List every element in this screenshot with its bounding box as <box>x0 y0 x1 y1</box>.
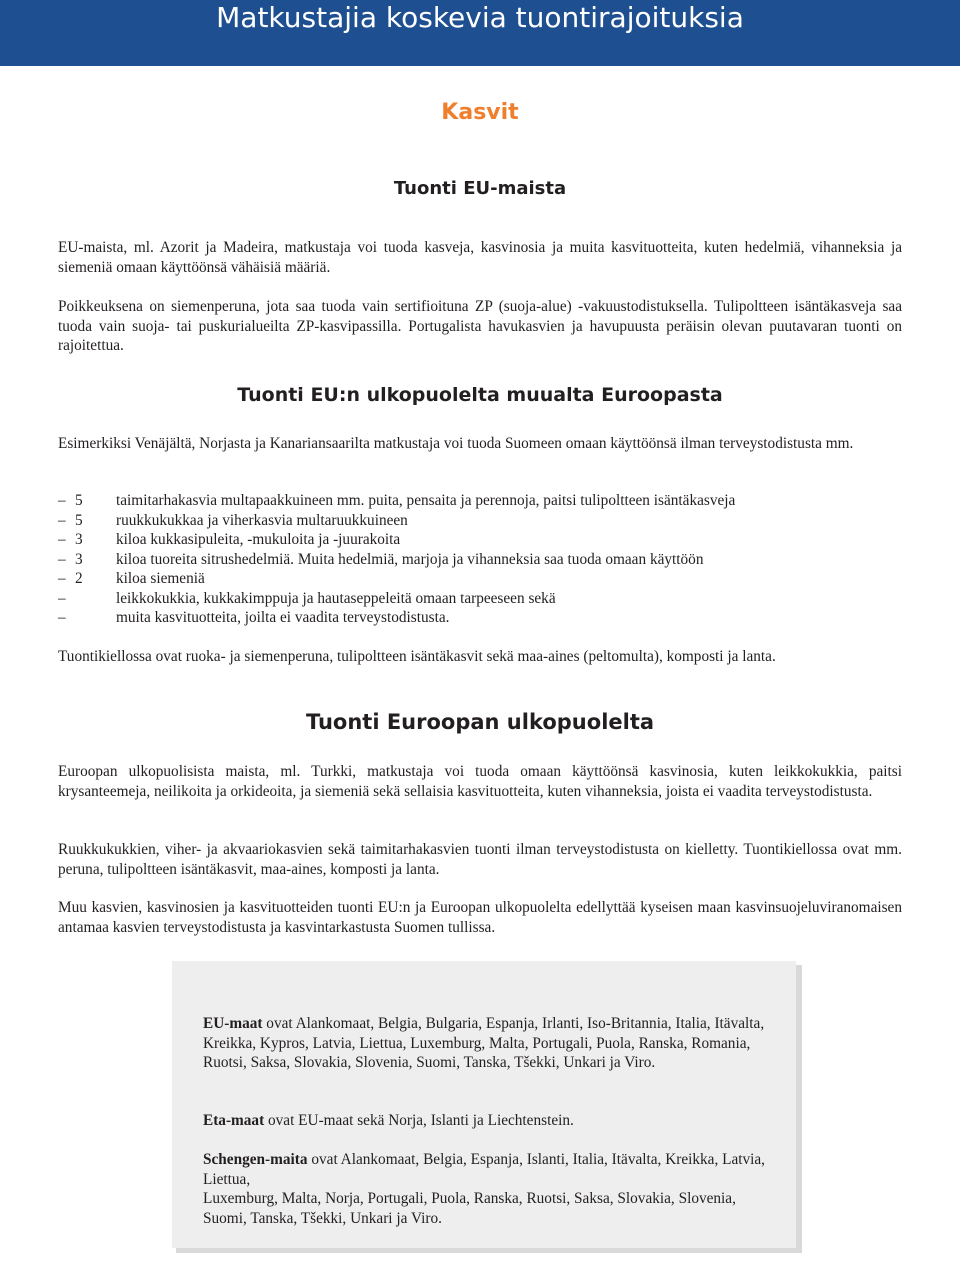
section-title-outside-europe: Tuonti Euroopan ulkopuolelta <box>305 710 655 734</box>
list-amount: 3 <box>75 550 83 568</box>
page-title: Matkustajia koskevia tuontirajoituksia <box>216 1 744 34</box>
list-item <box>58 530 908 550</box>
eu-import-paragraph-2: Poikkeuksena on siemenperuna, jota saa tuoda vain sertifioituna ZP (suoja-alue) -vakuustodistuksella. Tulipoltteen isäntäkasveja saa tuoda vain suoja- tai puskurialueilta ZP-kasvipassilla. Portugalista havukasvien ja havupuusta peräisin olevan puutavaran tuonti on rajoitettua. <box>58 298 902 354</box>
section-title-eu-import: Tuonti EU-maista <box>393 178 567 199</box>
info-schengen-text-1: ovat Alankomaat, Belgia, Espanja, Islanti, Italia, Itävalta, Kreikka, Latvia, Liettua, <box>203 1151 766 1188</box>
list-item <box>58 550 908 570</box>
non-eu-europe-intro: Esimerkiksi Venäjältä, Norjasta ja Kanariansaarilta matkustaja voi tuoda Suomeen omaan käyttöönsä ilman terveystodistusta mm. <box>58 435 854 452</box>
list-text: muita kasvituotteita, joilta ei vaadita terveystodistusta. <box>116 609 450 626</box>
list-dash: – <box>58 609 66 626</box>
header-bar <box>0 0 960 66</box>
info-eta-countries <box>203 1111 773 1131</box>
info-schengen-countries <box>203 1150 773 1228</box>
info-schengen-label: Schengen-maita <box>203 1151 308 1168</box>
info-eu-text: ovat Alankomaat, Belgia, Bulgaria, Espanja, Irlanti, Iso-Britannia, Italia, Itävalta, Kreikka, Kypros, Latvia, Liettua, Luxemburg, Malta, Portugali, Puola, Ranska, Romania, Ruotsi, Saksa, Slovakia, Slovenia, Suomi, Tanska, Tšekki, Unkari ja Viro. <box>203 1015 765 1071</box>
info-eu-countries <box>203 1014 773 1073</box>
list-text: taimitarhakasvia multapaakkuineen mm. puita, pensaita ja perennoja, paitsi tulipoltteen isäntäkasveja <box>116 492 736 509</box>
list-dash: – <box>58 511 66 529</box>
info-schengen-text-2: Luxemburg, Malta, Norja, Portugali, Puola, Ranska, Ruotsi, Saksa, Slovakia, Slovenia, Suomi, Tanska, Tšekki, Unkari ja Viro. <box>203 1190 736 1227</box>
list-amount: 5 <box>75 511 83 529</box>
outside-europe-paragraph-1: Euroopan ulkopuolisista maista, ml. Turkki, matkustaja voi tuoda omaan käyttöönsä kasvinosia, kuten leikkokukkia, paitsi krysanteemeja, neilikoita ja orkideoita, ja siemeniä sekä sellaisia kasvituotteita, kuten vihanneksia, joista ei vaadita terveystodistusta. <box>58 763 902 800</box>
list-item <box>58 511 908 531</box>
list-dash: – <box>58 589 66 607</box>
info-eu-label: EU-maat <box>203 1015 263 1032</box>
list-amount: 5 <box>75 492 83 509</box>
eu-import-paragraph-1: EU-maista, ml. Azorit ja Madeira, matkustaja voi tuoda kasveja, kasvinosia ja muita kasvituotteita, kuten hedelmiä, vihanneksia ja siemeniä omaan käyttöönsä vähäisiä määriä. <box>58 239 902 276</box>
list-amount: 2 <box>75 570 83 587</box>
info-eta-text: ovat EU-maat sekä Norja, Islanti ja Liechtenstein. <box>264 1112 574 1129</box>
list-text: leikkokukkia, kukkakimppuja ja hautaseppeleitä omaan tarpeeseen sekä <box>116 589 556 607</box>
list-item <box>58 491 908 511</box>
list-amount: 3 <box>75 531 83 548</box>
import-ban-paragraph: Tuontikiellossa ovat ruoka- ja siemenperuna, tulipoltteen isäntäkasvit sekä maa-aines (peltomulta), komposti ja lanta. <box>58 648 776 665</box>
outside-europe-paragraph-3: Muu kasvien, kasvinosien ja kasvituotteiden tuonti EU:n ja Euroopan ulkopuolelta edellyttää kyseisen maan kasvinsuojeluviranomaisen antamaa kasvien terveystodistusta ja kasvintarkastusta Suomen tullissa. <box>58 899 902 936</box>
section-title-kasvit: Kasvit <box>441 100 519 125</box>
list-dash: – <box>58 570 66 587</box>
list-dash: – <box>58 492 66 509</box>
list-dash: – <box>58 531 66 548</box>
list-text: kiloa kukkasipuleita, -mukuloita ja -juurakoita <box>116 531 401 548</box>
list-dash: – <box>58 550 66 568</box>
list-text: kiloa tuoreita sitrushedelmiä. Muita hedelmiä, marjoja ja vihanneksia saa tuoda omaan käyttöön <box>116 550 704 568</box>
list-text: kiloa siemeniä <box>116 570 205 587</box>
allowed-items-list <box>58 491 908 628</box>
list-item <box>58 608 908 628</box>
list-item <box>58 589 908 609</box>
section-title-non-eu-europe: Tuonti EU:n ulkopuolelta muualta Euroopasta <box>237 384 723 406</box>
list-text: ruukkukukkaa ja viherkasvia multaruukkuineen <box>116 511 408 529</box>
outside-europe-paragraph-2: Ruukkukukkien, viher- ja akvaariokasvien sekä taimitarhakasvien tuonti ilman terveystodistusta on kielletty. Tuontikiellossa ovat mm. peruna, tulipoltteen isäntäkasvit, maa-aines, komposti ja lanta. <box>58 841 902 878</box>
list-item <box>58 569 908 589</box>
info-eta-label: Eta-maat <box>203 1112 265 1129</box>
